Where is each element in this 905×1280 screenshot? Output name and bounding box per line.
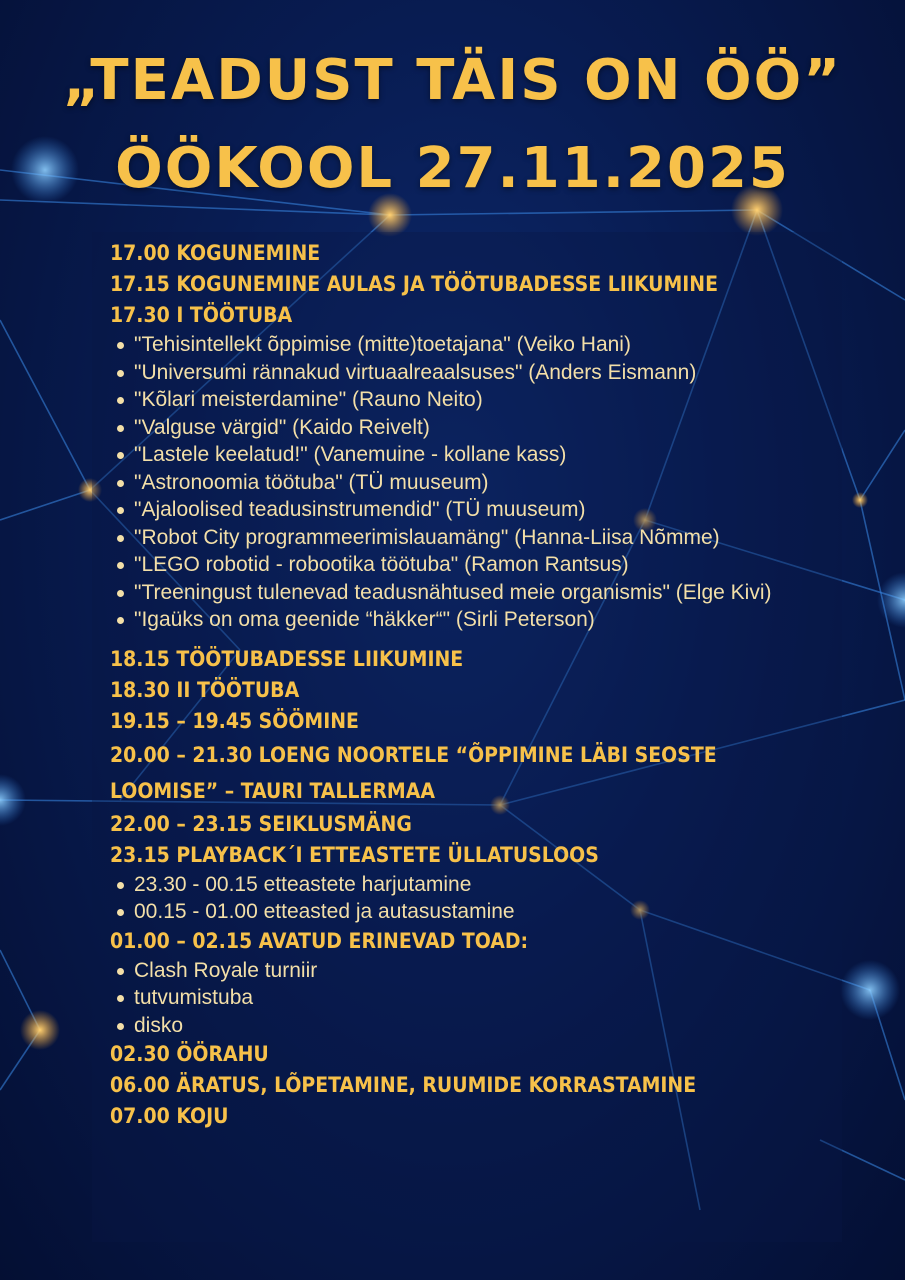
workshop-item: "Ajaloolised teadusinstrumendid" (TÜ muuseum) <box>134 496 784 524</box>
schedule-item-2200: 22.00 – 23.15 SEIKLUSMÄNG <box>110 811 412 836</box>
playback-list <box>110 871 870 926</box>
schedule-item-2315: 23.15 PLAYBACK´I ETTEASTETE ÜLLATUSLOOS <box>110 842 599 867</box>
workshop-item: "Tehisintellekt õppimise (mitte)toetajana" (Veiko Hani) <box>134 331 784 359</box>
room-item: tutvumistuba <box>134 984 784 1012</box>
schedule-item-2000: 20.00 – 21.30 LOENG NOORTELE “ÕPPIMINE LÄBI SEOSTE LOOMISE” – TAURI TALLERMAA <box>110 742 717 803</box>
workshop-item: "Lastele keelatud!" (Vanemuine - kollane kass) <box>134 441 784 469</box>
workshop-item: "Kõlari meisterdamine" (Rauno Neito) <box>134 386 784 414</box>
schedule-item-1730: 17.30 I TÖÖTUBA <box>110 303 293 327</box>
poster-subtitle-date: ÖÖKOOL 27.11.2025 <box>115 136 790 201</box>
room-item: Clash Royale turniir <box>134 957 784 985</box>
schedule-item-0230: 02.30 ÖÖRAHU <box>110 1042 269 1066</box>
workshop-item: "Valguse värgid" (Kaido Reivelt) <box>134 414 784 442</box>
schedule-item-1715: 17.15 KOGUNEMINE AULAS JA TÖÖTUBADESSE LIIKUMINE <box>110 272 719 296</box>
rooms-list <box>110 957 870 1040</box>
workshop-item: "Universumi rännakud virtuaalreaalsuses" (Anders Eismann) <box>134 359 784 387</box>
workshop-item: "Astronoomia töötuba" (TÜ muuseum) <box>134 469 784 497</box>
playback-item: 23.30 - 00.15 etteastete harjutamine <box>134 871 784 899</box>
room-item: disko <box>134 1012 784 1040</box>
workshop-list <box>110 331 870 634</box>
schedule-item-0700: 07.00 KOJU <box>110 1104 229 1128</box>
schedule-item-1915: 19.15 – 19.45 SÖÖMINE <box>110 708 359 733</box>
workshop-item: "Robot City programmeerimislauamäng" (Hanna-Liisa Nõmme) <box>134 524 784 552</box>
schedule-item-1815: 18.15 TÖÖTUBADESSE LIIKUMINE <box>110 646 464 671</box>
schedule-item-0600: 06.00 ÄRATUS, LÕPETAMINE, RUUMIDE KORRASTAMINE <box>110 1073 697 1097</box>
playback-item: 00.15 - 01.00 etteasted ja autasustamine <box>134 898 784 926</box>
workshop-item: "LEGO robotid - robootika töötuba" (Ramon Rantsus) <box>134 551 784 579</box>
schedule-item-1830: 18.30 II TÖÖTUBA <box>110 677 300 702</box>
schedule-list <box>110 238 870 1132</box>
workshop-item: "Igaüks on oma geenide “häkker“" (Sirli Peterson) <box>134 606 784 634</box>
workshop-item: "Treeningust tulenevad teadusnähtused meie organismis" (Elge Kivi) <box>134 579 784 607</box>
poster-title: „TEADUST TÄIS ON ÖÖ” <box>62 48 843 113</box>
schedule-item-0100: 01.00 – 02.15 AVATUD ERINEVAD TOAD: <box>110 928 529 953</box>
schedule-item-1700: 17.00 KOGUNEMINE <box>110 241 321 265</box>
